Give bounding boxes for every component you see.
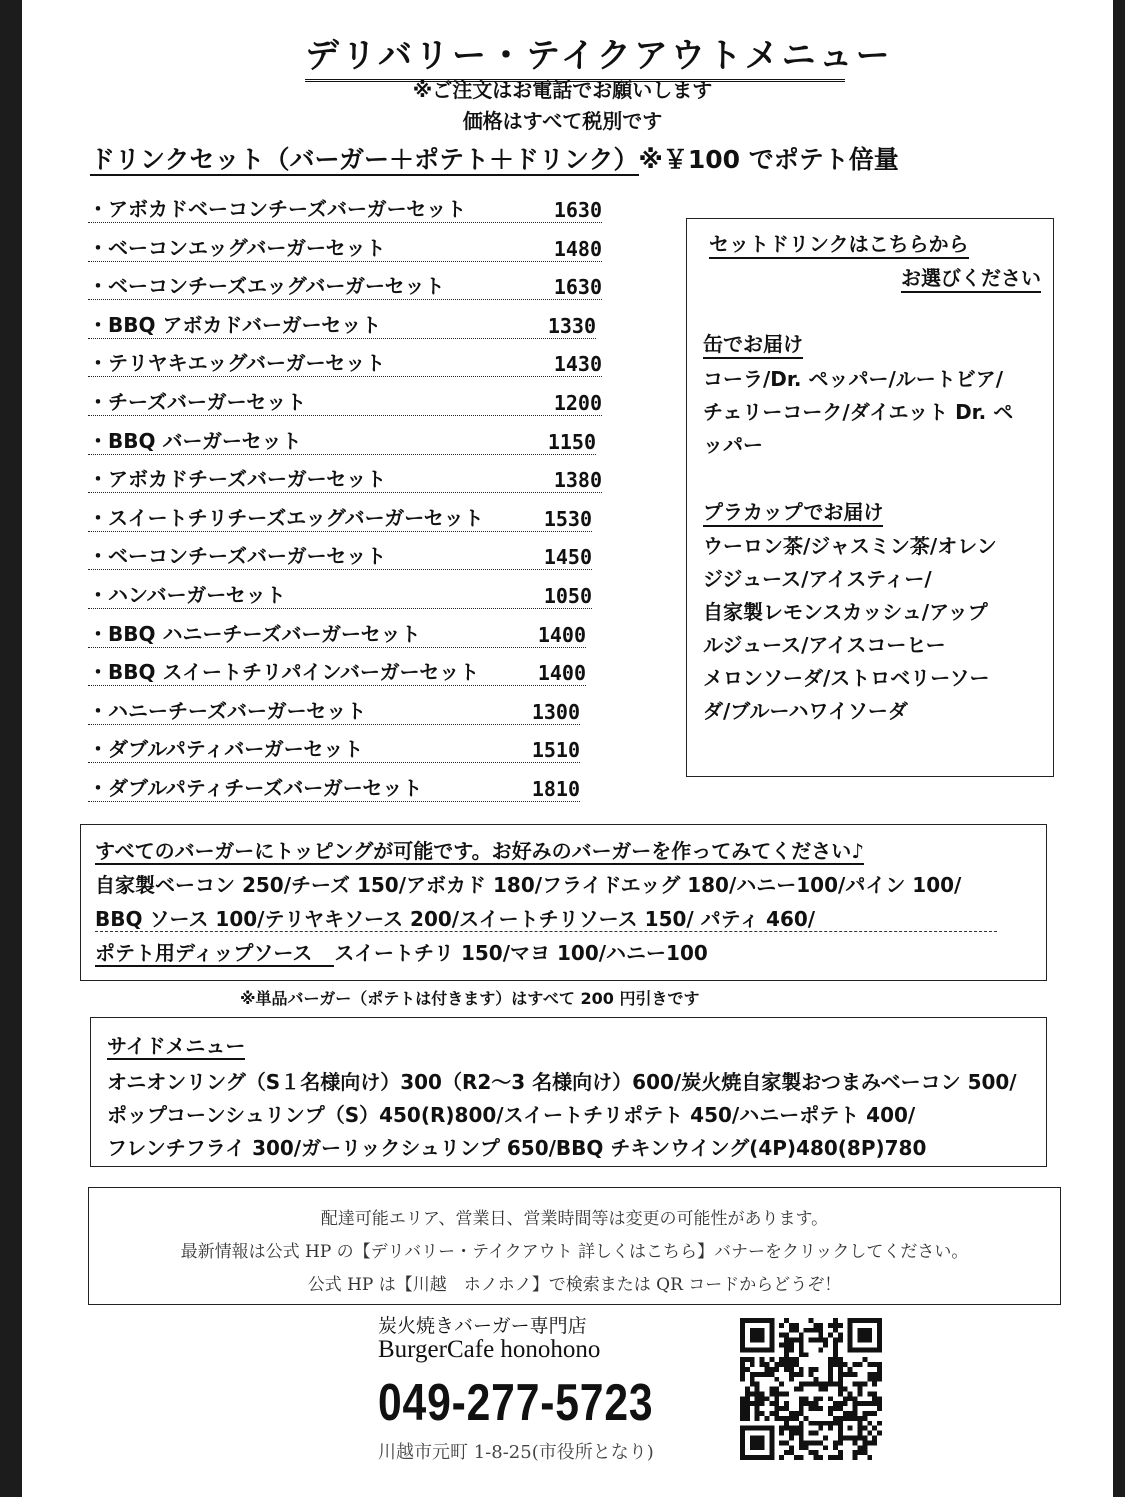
menu-item-name: ・BBQ アボカドバーガーセット	[88, 312, 382, 337]
drink-line: メロンソーダ/ストロベリーソー	[703, 666, 990, 690]
drink-box-heading: セットドリンクはこちらから	[709, 231, 969, 259]
drink-set-heading	[90, 140, 899, 176]
tax-note: 価格はすべて税別です	[462, 109, 663, 133]
menu-item-name: ・ベーコンチーズエッグバーガーセット	[88, 274, 445, 299]
menu-item-price: 1630	[553, 198, 602, 222]
info-line-1: 配達可能エリア、営業日、営業時間等は変更の可能性があります。	[320, 1209, 829, 1229]
qr-code-icon[interactable]	[740, 1318, 882, 1460]
menu-item-price: 1430	[553, 352, 602, 377]
cup-drinks-list	[703, 530, 1048, 728]
drink-line: ルジュース/アイスコーヒー	[703, 633, 946, 657]
menu-item-price: 1400	[537, 622, 586, 647]
shop-address: 川越市元町 1-8-25(市役所となり)	[378, 1442, 654, 1463]
menu-item-price: 1510	[531, 738, 580, 763]
menu-item-price: 1480	[553, 236, 602, 261]
page-title: デリバリー・テイクアウトメニュー	[305, 28, 845, 82]
drink-line: ウーロン茶/ジャスミン茶/オレン	[703, 534, 997, 558]
dip-sauce-values: スイートチリ 150/マヨ 100/ハニー100	[334, 941, 708, 965]
drink-box-heading-2: お選びください	[901, 265, 1041, 293]
drink-line: ジジュース/アイスティー/	[703, 567, 932, 591]
menu-item-name: ・スイートチリチーズエッグバーガーセット	[88, 505, 484, 530]
menu-item-price: 1050	[543, 583, 592, 608]
menu-item-name: ・アボカドチーズバーガーセット	[88, 467, 387, 492]
side-menu-box	[90, 1017, 1047, 1167]
drink-line: ッパー	[703, 433, 763, 457]
topping-prices-2: BBQ ソース 100/テリヤキソース 200/スイートチリソース 150/ パティ 460/	[95, 907, 816, 931]
drink-set-heading-note: ※￥100 でポテト倍量	[638, 145, 899, 174]
side-menu-line-2: ポップコーンシュリンプ（S）450(R)800/スイートチリポテト 450/ハニーポテト 400/	[107, 1103, 916, 1127]
menu-item-name: ・BBQ バーガーセット	[88, 428, 302, 453]
menu-item-name: ・ダブルパティバーガーセット	[88, 737, 364, 762]
left-edge-border	[0, 0, 22, 1497]
right-edge-border	[1113, 0, 1125, 1497]
menu-item-price: 1400	[537, 661, 586, 686]
topping-heading: すべてのバーガーにトッピングが可能です。お好みのバーガーを作ってみてください♪	[95, 839, 864, 863]
menu-item-name: ・ダブルパティチーズバーガーセット	[88, 775, 423, 800]
menu-item-price: 1150	[547, 429, 596, 454]
topping-divider	[95, 931, 997, 932]
menu-item-price: 1450	[543, 545, 592, 570]
drink-line: ダ/ブルーハワイソーダ	[703, 699, 908, 723]
side-menu-line-1: オニオンリング（S１名様向け）300（R2〜3 名様向け）600/炭火焼自家製おつまみベーコン 500/	[107, 1070, 1017, 1094]
drink-line: コーラ/Dr. ペッパー/ルートビア/	[703, 367, 1004, 391]
can-drinks-title: 缶でお届け	[703, 331, 803, 359]
set-drink-box	[686, 218, 1054, 777]
topping-prices-1: 自家製ベーコン 250/チーズ 150/アボカド 180/フライドエッグ 180/ハニー100/パイン 100/	[95, 873, 962, 897]
drink-set-heading-main: ドリンクセット（バーガー＋ポテト＋ドリンク）	[90, 145, 639, 174]
menu-item-name: ・アボカドベーコンチーズバーガーセット	[88, 197, 467, 221]
menu-item-price: 1330	[547, 313, 596, 338]
dip-sauce-line	[95, 937, 708, 966]
menu-item-name: ・BBQ ハニーチーズバーガーセット	[88, 621, 421, 646]
menu-item-price: 1530	[543, 506, 592, 531]
menu-item-name: ・チーズバーガーセット	[88, 389, 307, 414]
shop-name: BurgerCafe honohono	[378, 1336, 601, 1363]
menu-item-name: ・ベーコンエッグバーガーセット	[88, 235, 386, 260]
side-menu-heading: サイドメニュー	[107, 1034, 246, 1058]
menu-item-price: 1810	[531, 776, 580, 801]
menu-item-price: 1300	[531, 699, 580, 724]
menu-item-price: 1200	[553, 390, 602, 415]
cup-drinks-title: プラカップでお届け	[703, 499, 883, 527]
phone-number[interactable]: 049-277-5723	[378, 1374, 654, 1432]
info-line-2: 最新情報は公式 HP の【デリバリー・テイクアウト 詳しくはこちら】バナーをクリックしてください。	[180, 1242, 969, 1262]
order-by-phone-note: ※ご注文はお電話でお願いします	[412, 78, 713, 102]
drink-line: チェリーコーク/ダイエット Dr. ペ	[703, 400, 1014, 424]
side-menu-line-3: フレンチフライ 300/ガーリックシュリンプ 650/BBQ チキンウイング(4P)480(8P)780	[107, 1136, 927, 1160]
can-drinks-list	[703, 363, 1048, 462]
menu-item-name: ・テリヤキエッグバーガーセット	[88, 351, 386, 376]
menu-item-name: ・ハニーチーズバーガーセット	[88, 698, 367, 723]
menu-item-price: 1630	[553, 275, 602, 300]
menu-item-name: ・ベーコンチーズバーガーセット	[88, 544, 387, 569]
info-line-3: 公式 HP は【川越 ホノホノ】で検索または QR コードからどうぞ！	[307, 1275, 842, 1295]
info-box	[88, 1187, 1061, 1305]
menu-item-name: ・BBQ スイートチリパインバーガーセット	[88, 660, 480, 685]
topping-box	[80, 824, 1047, 981]
shop-type: 炭火焼きバーガー専門店	[378, 1315, 587, 1337]
single-burger-note: ※単品バーガー（ポテトは付きます）はすべて 200 円引きです	[240, 989, 700, 1008]
menu-item-name: ・ハンバーガーセット	[88, 582, 286, 607]
menu-item-price: 1380	[553, 468, 602, 493]
dip-sauce-label: ポテト用ディップソース	[95, 941, 334, 967]
drink-line: 自家製レモンスカッシュ/アップ	[703, 600, 988, 624]
